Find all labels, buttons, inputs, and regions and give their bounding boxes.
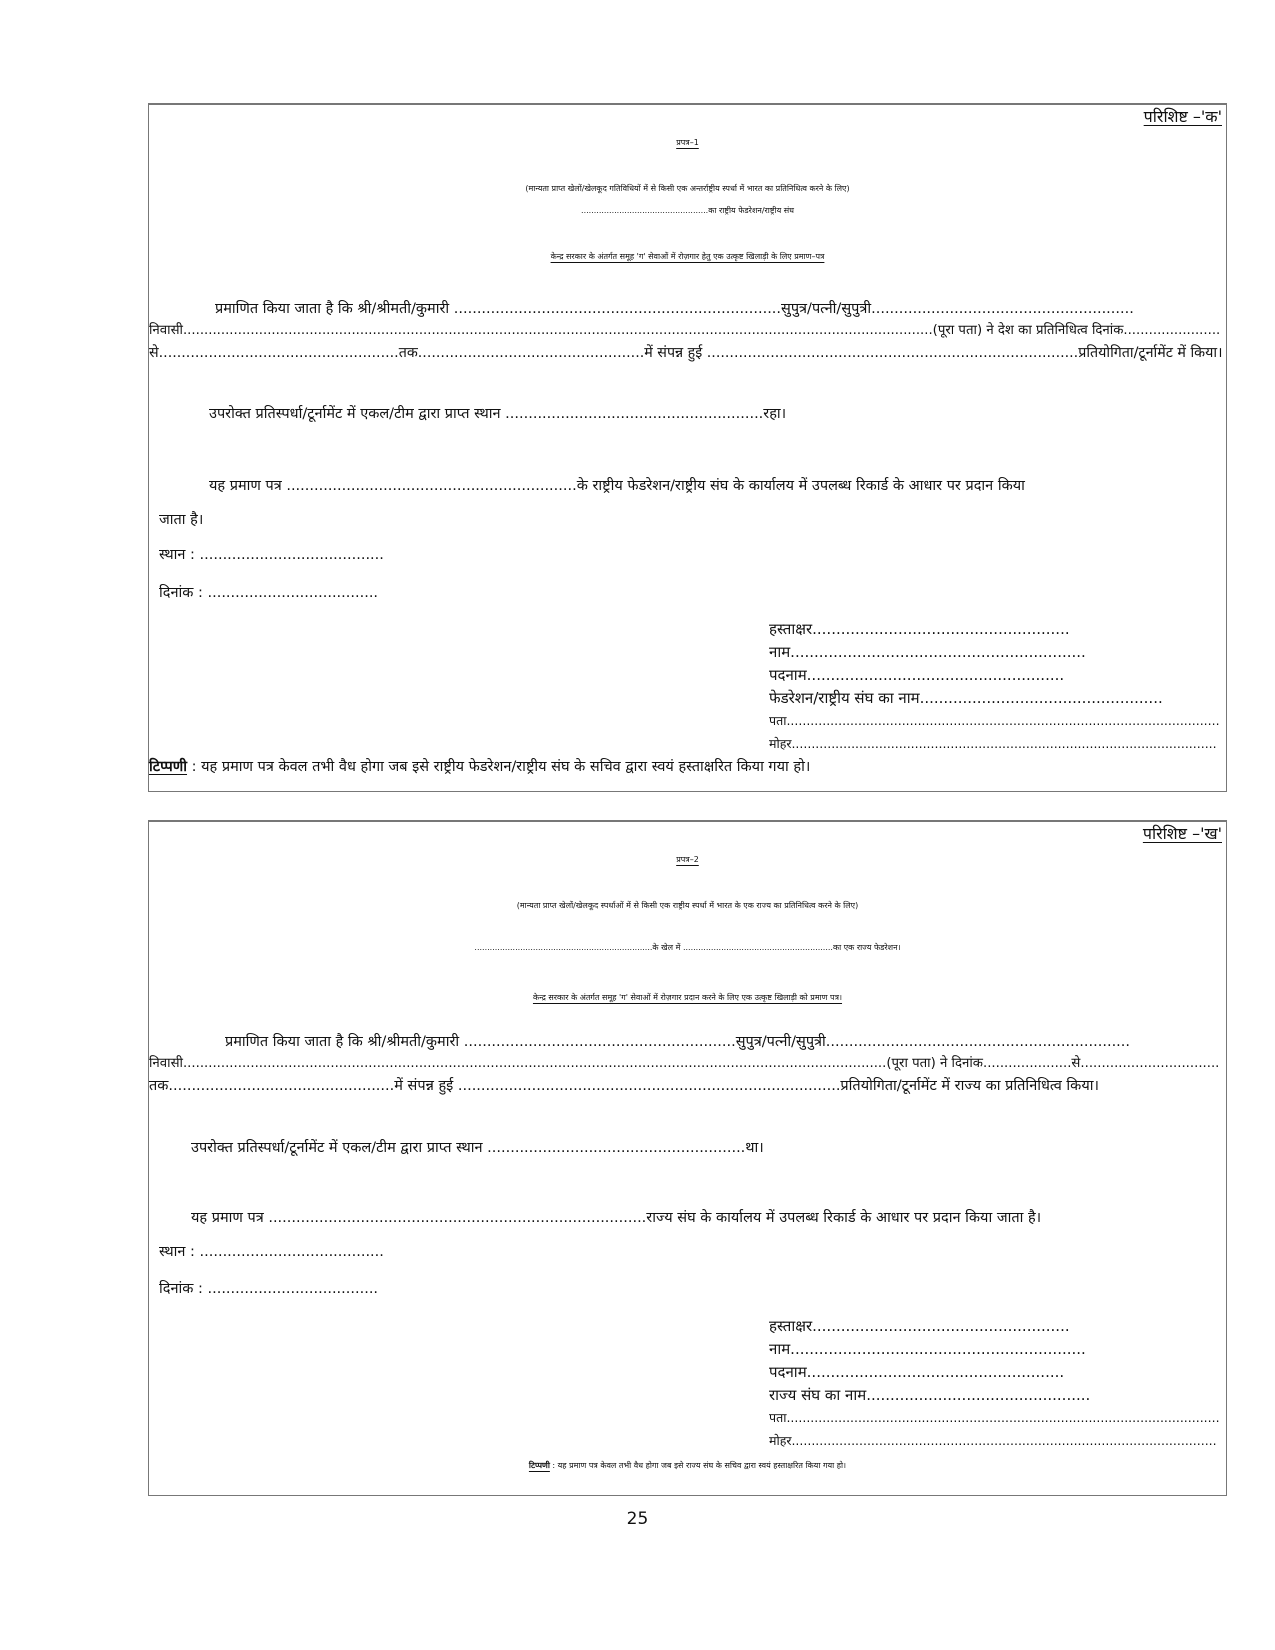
position-line: उपरोक्त प्रतिस्पर्धा/टूर्नामेंट में एकल/टीम द्वारा प्राप्त स्थान ........................................................रहा। bbox=[209, 406, 787, 422]
certify-line-3: से.....................................................तक..................................................में संपन्न हुई ..................................................................................प्रतियोगिता/टूर्नामेंट में किया। bbox=[149, 345, 1223, 361]
record-line: यह प्रमाण पत्र ..................................................................................राज्य संघ के कार्यालय में उपलब्ध रिकार्ड के आधार पर प्रदान किया जाता है। bbox=[191, 1210, 1042, 1226]
note bbox=[149, 757, 810, 777]
record-line-2: जाता है। bbox=[159, 512, 204, 528]
designation-field: पदनाम...................................................... bbox=[769, 666, 1065, 684]
designation-field: पदनाम...................................................... bbox=[769, 1363, 1065, 1381]
certify-line-3: तक.................................................में संपन्न हुई ...................................................................................प्रतियोगिता/टूर्नामेंट में राज्य का प्रतिनिधित्व किया। bbox=[149, 1078, 1099, 1094]
seal-field: मोहर........................................................................................................... bbox=[769, 736, 1217, 751]
place-field: स्थान : ........................................ bbox=[159, 1244, 384, 1260]
name-field: नाम.............................................................. bbox=[769, 1340, 1086, 1358]
form-2-box bbox=[148, 820, 1227, 1496]
form-subtitle-federation: ......................................................................के खेल में ...........................................................का एक राज्य फेडरेशन। bbox=[474, 943, 901, 952]
form-subtitle-federation: ..................................................का राष्ट्रीय फेडरेशन/राष्ट्रीय संघ bbox=[581, 206, 794, 215]
form-number: प्रपत्र–2 bbox=[676, 855, 699, 864]
note-label: टिप्पणी bbox=[528, 1461, 550, 1470]
appendix-label: परिशिष्ट –'ख' bbox=[1142, 824, 1222, 843]
form-subtitle: (मान्यता प्राप्त खेलों/खेलकूद गतिविधियों में से किसी एक अन्तर्राष्ट्रीय स्पर्धा में भारत का प्रतिनिधित्व करने के लिए) bbox=[525, 184, 850, 193]
note-label: टिप्पणी bbox=[149, 759, 188, 775]
signature-field: हस्ताक्षर...................................................... bbox=[769, 620, 1070, 638]
certify-line-2: निवासी.......................................................................................................................................................................(पूरा पता) ने दिनांक.....................से................................. bbox=[149, 1056, 1220, 1071]
form-1-box bbox=[148, 103, 1227, 792]
state-association-name-field: राज्य संघ का नाम............................................... bbox=[769, 1386, 1091, 1404]
federation-name-field: फेडरेशन/राष्ट्रीय संघ का नाम................................................... bbox=[769, 689, 1163, 707]
signature-field: हस्ताक्षर...................................................... bbox=[769, 1317, 1070, 1335]
certify-line-2: निवासी..................................................................................................................................................................................(पूरा पता) ने देश का प्रतिनिधित्व दिनांक....................... bbox=[149, 323, 1221, 338]
form-number: प्रपत्र–1 bbox=[676, 138, 699, 147]
note bbox=[149, 1456, 1226, 1476]
certify-line-1: प्रमाणित किया जाता है कि श्री/श्रीमती/कुमारी ...........................................................सुपुत्र/पत्नी/सुपुत्री.................................................................. bbox=[225, 1034, 1131, 1050]
note-text: : यह प्रमाण पत्र केवल तभी वैध होगा जब इसे राज्य संघ के सचिव द्वारा स्वयं हस्ताक्षरित किया गया हो। bbox=[549, 1461, 847, 1470]
appendix-label: परिशिष्ट –'क' bbox=[1143, 107, 1222, 126]
certify-line-1: प्रमाणित किया जाता है कि श्री/श्रीमती/कुमारी .......................................................................सुपुत्र/पत्नी/सुपुत्री......................................................... bbox=[215, 301, 1134, 317]
place-field: स्थान : ........................................ bbox=[159, 547, 384, 563]
address-field: पता............................................................................................................. bbox=[769, 713, 1220, 728]
page-number: 25 bbox=[626, 1509, 649, 1529]
form-heading: केन्द्र सरकार के अंतर्गत समूह 'ग' सेवाओं में रोज़गार हेतु एक उत्कृष्ट खिलाड़ी के लिए प्रमाण–पत्र bbox=[550, 252, 825, 261]
address-field: पता............................................................................................................. bbox=[769, 1410, 1220, 1425]
date-field: दिनांक : ..................................... bbox=[159, 1281, 379, 1297]
record-line-1: यह प्रमाण पत्र ...............................................................के राष्ट्रीय फेडरेशन/राष्ट्रीय संघ के कार्यालय में उपलब्ध रिकार्ड के आधार पर प्रदान किया bbox=[209, 478, 1025, 494]
seal-field: मोहर........................................................................................................... bbox=[769, 1433, 1217, 1448]
name-field: नाम.............................................................. bbox=[769, 643, 1086, 661]
date-field: दिनांक : ..................................... bbox=[159, 585, 379, 601]
note-text: : यह प्रमाण पत्र केवल तभी वैध होगा जब इसे राष्ट्रीय फेडरेशन/राष्ट्रीय संघ के सचिव द्वारा स्वयं हस्ताक्षरित किया गया हो। bbox=[187, 759, 811, 775]
form-heading: केन्द्र सरकार के अंतर्गत समूह 'ग' सेवाओं में रोज़गार प्रदान करने के लिए एक उत्कृष्ट खिलाड़ी को प्रमाण पत्र। bbox=[532, 993, 843, 1002]
position-line: उपरोक्त प्रतिस्पर्धा/टूर्नामेंट में एकल/टीम द्वारा प्राप्त स्थान ........................................................था। bbox=[191, 1140, 764, 1156]
form-subtitle: (मान्यता प्राप्त खेलों/खेलकूद स्पर्धाओं में से किसी एक राष्ट्रीय स्पर्धा में भारत के एक राज्य का प्रतिनिधित्व करने के लिए) bbox=[516, 901, 859, 910]
